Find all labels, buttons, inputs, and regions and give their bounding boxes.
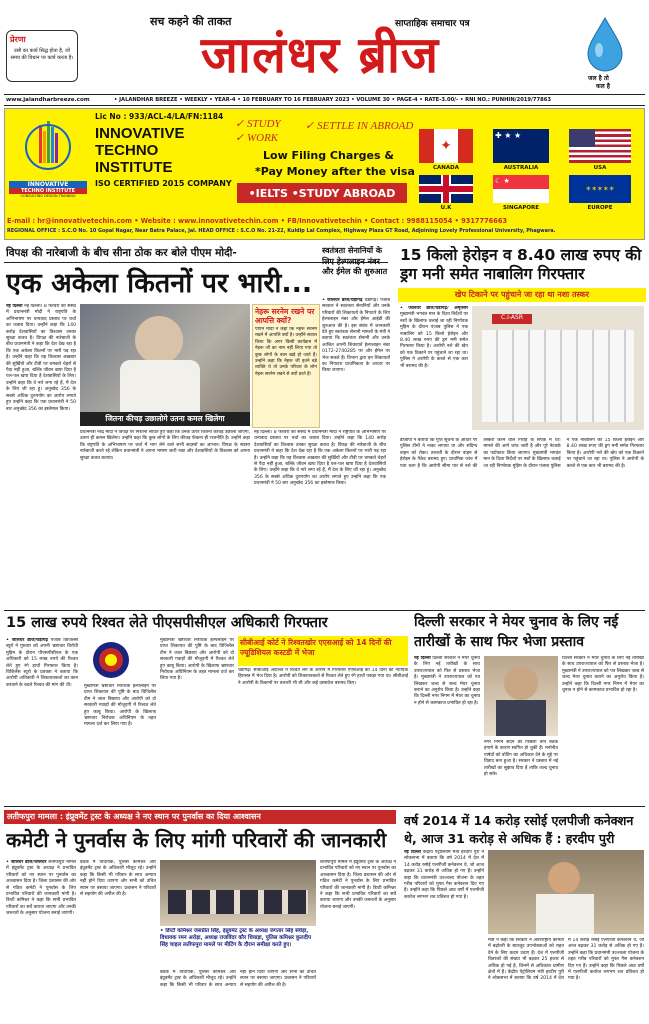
story5-body-c: [562, 656, 644, 804]
ad-office: REGIONAL OFFICE : S.C.O No. 10 Gopal Nagar, Near Batra Palace, Jal. HEAD OFFICE : S.C.O No. 21-22, Kuldip Lal Complex, Highway Plaza GT Road, Adjoining Lovely Professional University, Phagwara.: [7, 228, 556, 234]
flag-australia-label: AUSTRALIA: [503, 165, 539, 171]
story3-byline: • जालंधर ब्रीज/चंडीगढ़/ अमृतसर: [400, 306, 468, 311]
story2-headline: स्वतंत्रता सेनानियों के लिए हेल्पलाइन नंबर और ईमेल की शुरुआत: [322, 246, 388, 276]
story2-side-headline: नेहरू सरनेम रखने पर आपत्ति क्यों?: [255, 307, 315, 325]
story7-text-c: केंद्रीय पेट्रोलियम मंत्री हरदीप पुरी ने लोकसभा में बताया कि वर्ष 2014 में देश में 14 करोड़ रसोई एलपीजी कनेक्शन थे, जो आज बढ़कर 31 करोड़ से अधिक हो गए हैं। उन्होंने कहा कि प्रधानमंत्री उज्ज्वला योजना के तहत गरीब परिवारों को मुफ्त गैस कनेक्शन दिए गए हैं। उन्होंने कहा कि पिछले आठ वर्षों में एलपीजी कवरेज लगभग शत प्रतिशत हो गया है।: [488, 938, 644, 982]
story7-headline: वर्ष 2014 में 14 करोड़ रसोई एलपीजी कनेक्शन थे, आज 31 करोड़ से अधिक हैं : हरदीप पुरी: [404, 813, 634, 846]
ad-ielts: •IELTS •STUDY ABROAD: [248, 186, 396, 200]
flag-singapore: ☾ ★: [493, 175, 549, 203]
story6-body-d: [320, 860, 396, 1020]
ad-brand-2: TECHNO: [95, 142, 159, 159]
ad-settle: ✓ SETTLE IN ABROAD: [305, 120, 414, 132]
story6-body-b: [80, 860, 156, 1020]
story7-photo: [488, 850, 644, 934]
advertisement[interactable]: [4, 108, 645, 240]
story2-byline: • जालंधर ब्रीज/चंडीगढ़: [322, 298, 363, 303]
story7-byline: नई दिल्ली: [404, 850, 421, 855]
story7-text-b: मंत्री ने कहा कि सरकार ने अंतरराष्ट्रीय कीमतों में बढ़ोतरी के बावजूद उपभोक्ताओं को राहत देने के लिए कदम उठाए हैं। देश में एलपीजी वितरकों की संख्या भी बढ़कर 25 हजार से अधिक हो गई है, जिनमें से अधिकांश ग्रामीण क्षेत्रों में हैं।: [488, 938, 564, 976]
story1-text-c: नई दिल्ली। 8 फरवरी को संसद में प्रधानमंत्री मोदी ने राष्ट्रपति के अभिभाषण पर धन्यवाद प्रस्ताव पर चर्चा का जवाब दिया। उन्होंने कहा कि 140 करोड़ देशवासियों का विश्वास उनका सुरक्षा कवच है। विपक्ष की नारेबाजी के बीच प्रधानमंत्री ने कहा कि देश देख रहा है कि एक अकेला कितनों पर भारी पड़ रहा है। उन्होंने कहा कि यह विश्वास अखबार की सुर्खियों और टीवी पर चमकते चेहरों से पैदा नहीं हुआ, बल्कि जीवन खपा दिया है पल-पल खपा दिया है देशवासियों के लिए। उन्होंने कहा कि वे नारे लगा रहे हैं, मैं देश के लिए जी रहा हूं। अनुच्छेद 356 के सबसे अधिक दुरुपयोग का आरोप लगाते हुए उन्होंने कहा कि एक प्रधानमंत्री ने 50 बार अनुच्छेद 356 का इस्तेमाल किया।: [254, 430, 386, 487]
flag-usa: [569, 129, 631, 163]
ad-logo-text2: TECHNO INSTITUTE: [9, 188, 87, 194]
flag-uk: [419, 175, 473, 203]
story4-text-c: मुख्यमंत्री भ्रष्टाचार निरोधक हेल्पलाइन पर प्राप्त शिकायत की पुष्टि के बाद विजिलेंस टीम ने जाल बिछाया और आरोपी को दो सरकारी गवाहों की मौजूदगी में रिश्वत लेते हुए काबू किया। आरोपी के खिलाफ भ्रष्टाचार निरोधक अधिनियम के तहत मामला दर्ज कर लिया गया है।: [160, 638, 234, 682]
story3-body-a: [400, 306, 468, 436]
flag-canada-label: CANADA: [433, 165, 459, 171]
story5-headline: दिल्ली सरकार ने मेयर चुनाव के लिए नई तारीखों के साथ फिर भेजा प्रस्ताव: [414, 614, 619, 650]
ad-study: ✓ STUDY: [235, 118, 281, 130]
ad-logo-text3: CONSULTING DESIGN TRAINING: [20, 194, 76, 198]
prerna-quote: उसी का कार्य सिद्ध होता है, जो समय की विधान पर कार्य करता है।: [10, 48, 74, 61]
story3-headline: 15 किलो हेरोइन व 8.40 लाख रुपए की ड्रग मनी समेत नाबालिग गिरफ्तार: [400, 246, 642, 283]
story6-kicker: लतीफपुरा मामला : इंप्रूवमेंट ट्रस्ट के अध्यक्ष ने नए स्थान पर पुनर्वास का दिया आश्वासन: [4, 810, 396, 824]
story1-text-b: प्रधानमंत्री नरेंद्र मोदी ने विपक्ष पर निशाना साधते हुए कहा कि उनके ऊपर जितना कीचड़ उछाला जाएगा, उतना ही कमल खिलेगा। उन्होंने कहा कि कुछ लोगों के लिए कीचड़ फेंकना ही राजनीति है। उन्होंने कहा कि राष्ट्रपति के अभिभाषण पर चर्चा में भाग लेने वाले सभी सदस्यों का आभार। विपक्ष के सदस्य नारेबाजी करते रहे लेकिन प्रधानमंत्री ने अपना भाषण जारी रखा और देशवासियों के विश्वास को अपना सुरक्षा कवच बताया।: [80, 430, 250, 461]
ad-contact[interactable]: E-mail : hr@innovativetechin.com • Website : www.innovativetechin.com • FB/Innovativetechin • Contact : 9988115054 • 9317776663: [7, 217, 508, 225]
story6-byline: • जालंधर ब्रीज/जालंधर: [6, 860, 47, 865]
story1-photo-caption: जितना कीचड़ उछालोगे उतना कमल खिलेगा: [80, 412, 250, 426]
ad-licence: Lic No : 933/ACL-4/LA/FN:1184: [95, 112, 224, 121]
story3-photo: C.I-ASR: [472, 306, 644, 430]
prerna-box: [6, 30, 78, 82]
ad-brand-1: INNOVATIVE: [95, 125, 185, 142]
ad-work: ✓ WORK: [235, 132, 279, 144]
story2-sidebox: [252, 304, 320, 428]
story2-body: [322, 298, 390, 428]
story4-badge: सीबीआई कोर्ट ने रिश्वतखोर एएसआई को 14 दिनों की ज्यूडिशियल कस्टडी में भेजा: [238, 636, 408, 666]
website-link[interactable]: www.jalandharbreeze.com: [6, 97, 90, 103]
flag-singapore-label: SINGAPORE: [502, 205, 540, 211]
ad-ielts-banner: [237, 183, 407, 203]
divider: [4, 610, 645, 611]
story1-photo: [80, 304, 250, 412]
story1-body-a: [6, 304, 76, 608]
story4-headline: 15 लाख रुपये रिश्वत लेते पीएसपीसीएल अधिकारी गिरफ्तार: [6, 615, 328, 631]
story7-body-b: [488, 938, 644, 1020]
flag-usa-label: USA: [593, 165, 607, 171]
story4-body-a: [6, 638, 78, 804]
story3-text-c: मुख्यमंत्री भगवंत मान के दिशा निर्देशों पर नशों के खिलाफ चलाई जा रही निर्णायक मुहिम के दौरान पंजाब पुलिस ने एक नाबालिग को 15 किलो हेरोइन और 8.40 लाख रुपए की ड्रग मनी समेत गिरफ्तार किया है। आरोपी नशे की खेप को एक ठिकाने पर पहुंचाने जा रहा था। पुलिस ने आरोपी के कब्जे से एक कार भी बरामद की है।: [483, 438, 644, 469]
prerna-label: प्रेरणा: [10, 35, 26, 44]
story1-headline: एक अकेला कितनों पर भारी...: [6, 268, 313, 299]
drop-caption-2: कल है: [596, 83, 610, 90]
story6-body-a: [6, 860, 76, 1020]
story4-byline: • जालंधर ब्रीज/चंडीगढ़: [6, 638, 48, 643]
ad-study-label: STUDY: [246, 118, 281, 130]
tagline-right: साप्ताहिक समाचार पत्र: [395, 19, 470, 29]
info-bar: [4, 94, 645, 106]
story6-text-d: लतीफपुरा मामले में इंप्रूवमेंट ट्रस्ट के अध्यक्ष ने प्रभावित परिवारों को नए स्थान पर पुनर्वास का आश्वासन दिया है। जिला प्रशासन की ओर से गठित कमेटी ने पुनर्वास के लिए प्रभावित परिवारों की जानकारी मांगी है। डिप्टी कमिश्नर ने कहा कि सभी प्रभावित परिवारों का सर्वे कराया जाएगा और उनकी जरूरतों के अनुसार योजना बनाई जाएगी।: [320, 860, 396, 910]
flag-europe: ✶✶✶✶✶: [569, 175, 631, 203]
flag-europe-label: EUROPE: [587, 205, 613, 211]
flag-canada: ✦: [419, 129, 473, 163]
divider: [4, 806, 645, 807]
flag-uk-label: U.K: [440, 205, 452, 211]
story1-body-b: [80, 430, 250, 608]
story6-body-c: [160, 970, 316, 1020]
story5-body-a: [414, 656, 480, 804]
story5-photo: [484, 656, 558, 736]
ad-pay: *Pay Money after the visa: [255, 165, 415, 178]
issue-info: • JALANDHAR BREEZE • WEEKLY • YEAR-4 • 10 FEBRUARY TO 16 FEBRUARY 2023 • VOLUME 30 • PAGE-4 • RATE-3.00/- • RNI NO.: PUNHIN/2019/77863: [114, 97, 551, 103]
story6-text-b: बैठक में विधायक, पुलिस कमिश्नर और इंप्रूवमेंट ट्रस्ट के अधिकारी मौजूद रहे। उन्होंने कहा कि किसी भी परिवार के साथ अन्याय नहीं होने दिया जाएगा और सभी को उचित स्थान पर बसाया जाएगा। प्रशासन ने परिवारों से सहयोग की अपील की है।: [80, 860, 156, 898]
story1-body-c: [254, 430, 386, 608]
drop-caption-1: जल है तो: [588, 75, 609, 82]
story1-byline: नई दिल्ली: [6, 304, 23, 309]
story3-text-b: डीजीपी ने बताया कि गुप्त सूचना के आधार पर पुलिस टीमों ने नाका लगाया था और संदिग्ध वाहन को रोका। तलाशी के दौरान वाहन से हेरोइन के पैकेट बरामद हुए। प्राथमिक जांच में पता चला है कि आरोपी सीमा पार से नशे की तस्करी करने वाले गिरोह के संपर्क में था। मामले की आगे जांच जारी है और पूरे नेटवर्क का पर्दाफाश किया जाएगा।: [400, 438, 561, 469]
story4-body-c: [160, 638, 234, 804]
story5-body-b: [484, 740, 558, 804]
masthead-title: जालंधर ब्रीज: [200, 26, 440, 84]
story3-text-a: मुख्यमंत्री भगवंत मान के दिशा निर्देशों पर नशों के खिलाफ चलाई जा रही निर्णायक मुहिम के दौरान पंजाब पुलिस ने एक नाबालिग को 15 किलो हेरोइन और 8.40 लाख रुपए की ड्रग मनी समेत गिरफ्तार किया है। आरोपी नशे की खेप को एक ठिकाने पर पहुंचाने जा रहा था। पुलिस ने आरोपी के कब्जे से एक कार भी बरामद की है।: [400, 312, 468, 369]
story5-text-a: दिल्ली सरकार ने मेयर चुनाव के लिए नई तारीखों के साथ उपराज्यपाल को फिर से प्रस्ताव भेजा है। मुख्यमंत्री ने उपराज्यपाल को पत्र लिखकर जल्द से जल्द मेयर चुनाव कराने का अनुरोध किया है। उन्होंने कहा कि दिल्ली नगर निगम में मेयर का चुनाव न होने से कामकाज प्रभावित हो रहा है।: [414, 656, 480, 706]
story5-text-b: नगर निगम सदन की पिछली तीन बैठकें हंगामे के कारण स्थगित हो चुकी हैं। मनोनीत पार्षदों को वोटिंग का अधिकार देने के मुद्दे पर विवाद बना हुआ है। सरकार ने प्रस्ताव में नई तारीखों का सुझाव दिया है ताकि जल्द चुनाव हो सके।: [484, 740, 558, 778]
story6-caption: • डिप्टी कमिश्नर जसप्रीत सिंह, इंप्रूवमेंट ट्रस्ट के अध्यक्ष जगतार सिंह संघेड़ा, विधायक रमन अरोड़ा, अध्यक्ष राजविंदर कौर थियाड़ा, पुलिस कमिश्नर कुलदीप सिंह चाहल लतीफपुरा मामले पर मीटिंग के दौरान समीक्षा करते हुए।: [160, 928, 312, 948]
story2-side-text: पीएम मोदी ने कहा कि नेहरू सरनेम रखने में आपत्ति क्यों है। उन्होंने सवाल किया कि अगर किसी कार्यक्रम में नेहरू जी का नाम नहीं लिया गया तो कुछ लोगों के बाल खड़े हो जाते हैं। उन्होंने कहा कि नेहरू जी इतने बड़े व्यक्ति थे तो उनके परिवार के लोग नेहरू सरनेम रखने से क्यों डरते हैं।: [255, 327, 317, 377]
vigilance-logo: [84, 640, 138, 680]
ad-low-fee: Low Filing Charges &: [263, 149, 394, 162]
story1-kicker: विपक्ष की नारेबाजी के बीच सीना ठोक कर बोले पीएम मोदी-: [6, 247, 237, 259]
ad-settle-label: SETTLE IN ABROAD: [316, 120, 414, 132]
story2-text: चंडीगढ़। पंजाब सरकार ने स्वतंत्रता सेनानियों और उनके परिवारों की शिकायतों के निपटारे के लिए हेल्पलाइन नंबर और ईमेल आईडी की शुरुआत की है। इस संबंध में जानकारी देते हुए स्वतंत्रता सेनानी मामलों के मंत्री ने बताया कि स्वतंत्रता सेनानी और उनके आश्रित अपनी शिकायतें हेल्पलाइन नंबर 0172-2740285 पर और ईमेल पर भेज सकते हैं। विभाग द्वारा इन शिकायतों का निपटारा प्राथमिकता के आधार पर किया जाएगा।: [322, 298, 390, 374]
ad-logo: [9, 117, 87, 201]
story7-text-a: केंद्रीय पेट्रोलियम मंत्री हरदीप पुरी ने लोकसभा में बताया कि वर्ष 2014 में देश में 14 करोड़ रसोई एलपीजी कनेक्शन थे, जो आज बढ़कर 31 करोड़ से अधिक हो गए हैं। उन्होंने कहा कि प्रधानमंत्री उज्ज्वला योजना के तहत गरीब परिवारों को मुफ्त गैस कनेक्शन दिए गए हैं। उन्होंने कहा कि पिछले आठ वर्षों में एलपीजी कवरेज लगभग शत प्रतिशत हो गया है।: [404, 850, 484, 900]
flag-australia: ✚ ★ ★: [493, 129, 549, 163]
story6-photo: [160, 860, 316, 926]
story1-text-a: नई दिल्ली। 8 फरवरी को संसद में प्रधानमंत्री मोदी ने राष्ट्रपति के अभिभाषण पर धन्यवाद प्रस्ताव पर चर्चा का जवाब दिया। उन्होंने कहा कि 140 करोड़ देशवासियों का विश्वास उनका सुरक्षा कवच है। विपक्ष की नारेबाजी के बीच प्रधानमंत्री ने कहा कि देश देख रहा है कि एक अकेला कितनों पर भारी पड़ रहा है। उन्होंने कहा कि यह विश्वास अखबार की सुर्खियों और टीवी पर चमकते चेहरों से पैदा नहीं हुआ, बल्कि जीवन खपा दिया है पल-पल खपा दिया है देशवासियों के लिए। उन्होंने कहा कि वे नारे लगा रहे हैं, मैं देश के लिए जी रहा हूं। अनुच्छेद 356 के सबसे अधिक दुरुपयोग का आरोप लगाते हुए उन्होंने कहा कि एक प्रधानमंत्री ने 50 बार अनुच्छेद 356 का इस्तेमाल किया।: [6, 304, 76, 412]
story4-text-a: पंजाब विजिलेंस ब्यूरो ने गुरुवार को अपनी भ्रष्टाचार विरोधी मुहिम के दौरान पीएसपीसीएल के एक अधिकारी को 15 लाख रुपये की रिश्वत लेते हुए रंगे हाथों गिरफ्तार किया है। विजिलेंस ब्यूरो के प्रवक्ता ने बताया कि आरोपी अधिकारी ने शिकायतकर्ता का काम करवाने के बदले रिश्वत की मांग की थी।: [6, 638, 78, 688]
ad-logo-text1: INNOVATIVE: [9, 181, 87, 188]
story6-text-a: लतीफपुरा मामले में इंप्रूवमेंट ट्रस्ट के अध्यक्ष ने प्रभावित परिवारों को नए स्थान पर पुनर्वास का आश्वासन दिया है। जिला प्रशासन की ओर से गठित कमेटी ने पुनर्वास के लिए प्रभावित परिवारों की जानकारी मांगी है। डिप्टी कमिश्नर ने कहा कि सभी प्रभावित परिवारों का सर्वे कराया जाएगा और उनकी जरूरतों के अनुसार योजना बनाई जाएगी।: [6, 860, 76, 917]
water-drop-icon: [584, 16, 626, 72]
story4-text-b: मुख्यमंत्री भ्रष्टाचार निरोधक हेल्पलाइन पर प्राप्त शिकायत की पुष्टि के बाद विजिलेंस टीम ने जाल बिछाया और आरोपी को दो सरकारी गवाहों की मौजूदगी में रिश्वत लेते हुए काबू किया। आरोपी के खिलाफ भ्रष्टाचार निरोधक अधिनियम के तहत मामला दर्ज कर लिया गया है।: [84, 684, 156, 728]
ad-work-label: WORK: [246, 132, 279, 144]
tagline-left: सच कहने की ताकत: [150, 15, 232, 28]
story5-byline: नई दिल्ली: [414, 656, 431, 661]
story6-text-c: बैठक में विधायक, पुलिस कमिश्नर और इंप्रूवमेंट ट्रस्ट के अधिकारी मौजूद रहे। उन्होंने कहा कि किसी भी परिवार के साथ अन्याय नहीं होने दिया जाएगा और सभी को उचित स्थान पर बसाया जाएगा। प्रशासन ने परिवारों से सहयोग की अपील की है।: [160, 970, 316, 988]
ad-brand-3: INSTITUTE: [95, 159, 173, 176]
story4-body-b: [84, 684, 156, 804]
story4-text-d: चंडीगढ़। सीबीआई अदालत ने रिश्वत लेने के आरोप में गिरफ्तार एएसआई को 14 दिनों की न्यायिक हिरासत में भेज दिया है। आरोपी को शिकायतकर्ता से रिश्वत लेते हुए रंगे हाथों पकड़ा गया था। सीबीआई ने आरोपी के ठिकानों पर तलाशी भी ली और कई दस्तावेज बरामद किए।: [238, 668, 408, 686]
story7-body-a: [404, 850, 484, 1020]
story4-body-d: [238, 668, 408, 804]
story5-text-c: दिल्ली सरकार ने मेयर चुनाव के लिए नई तारीखों के साथ उपराज्यपाल को फिर से प्रस्ताव भेजा है। मुख्यमंत्री ने उपराज्यपाल को पत्र लिखकर जल्द से जल्द मेयर चुनाव कराने का अनुरोध किया है। उन्होंने कहा कि दिल्ली नगर निगम में मेयर का चुनाव न होने से कामकाज प्रभावित हो रहा है।: [562, 656, 644, 694]
story6-headline: कमेटी ने पुनर्वास के लिए मांगी परिवारों की जानकारी: [6, 828, 387, 852]
story3-subhead: खेप टिकाने पर पहुंचाने जा रहा था नशा तस्कर: [398, 288, 646, 302]
ad-iso: ISO CERTIFIED 2015 COMPANY: [95, 179, 232, 188]
story3-body-b: [400, 438, 644, 606]
